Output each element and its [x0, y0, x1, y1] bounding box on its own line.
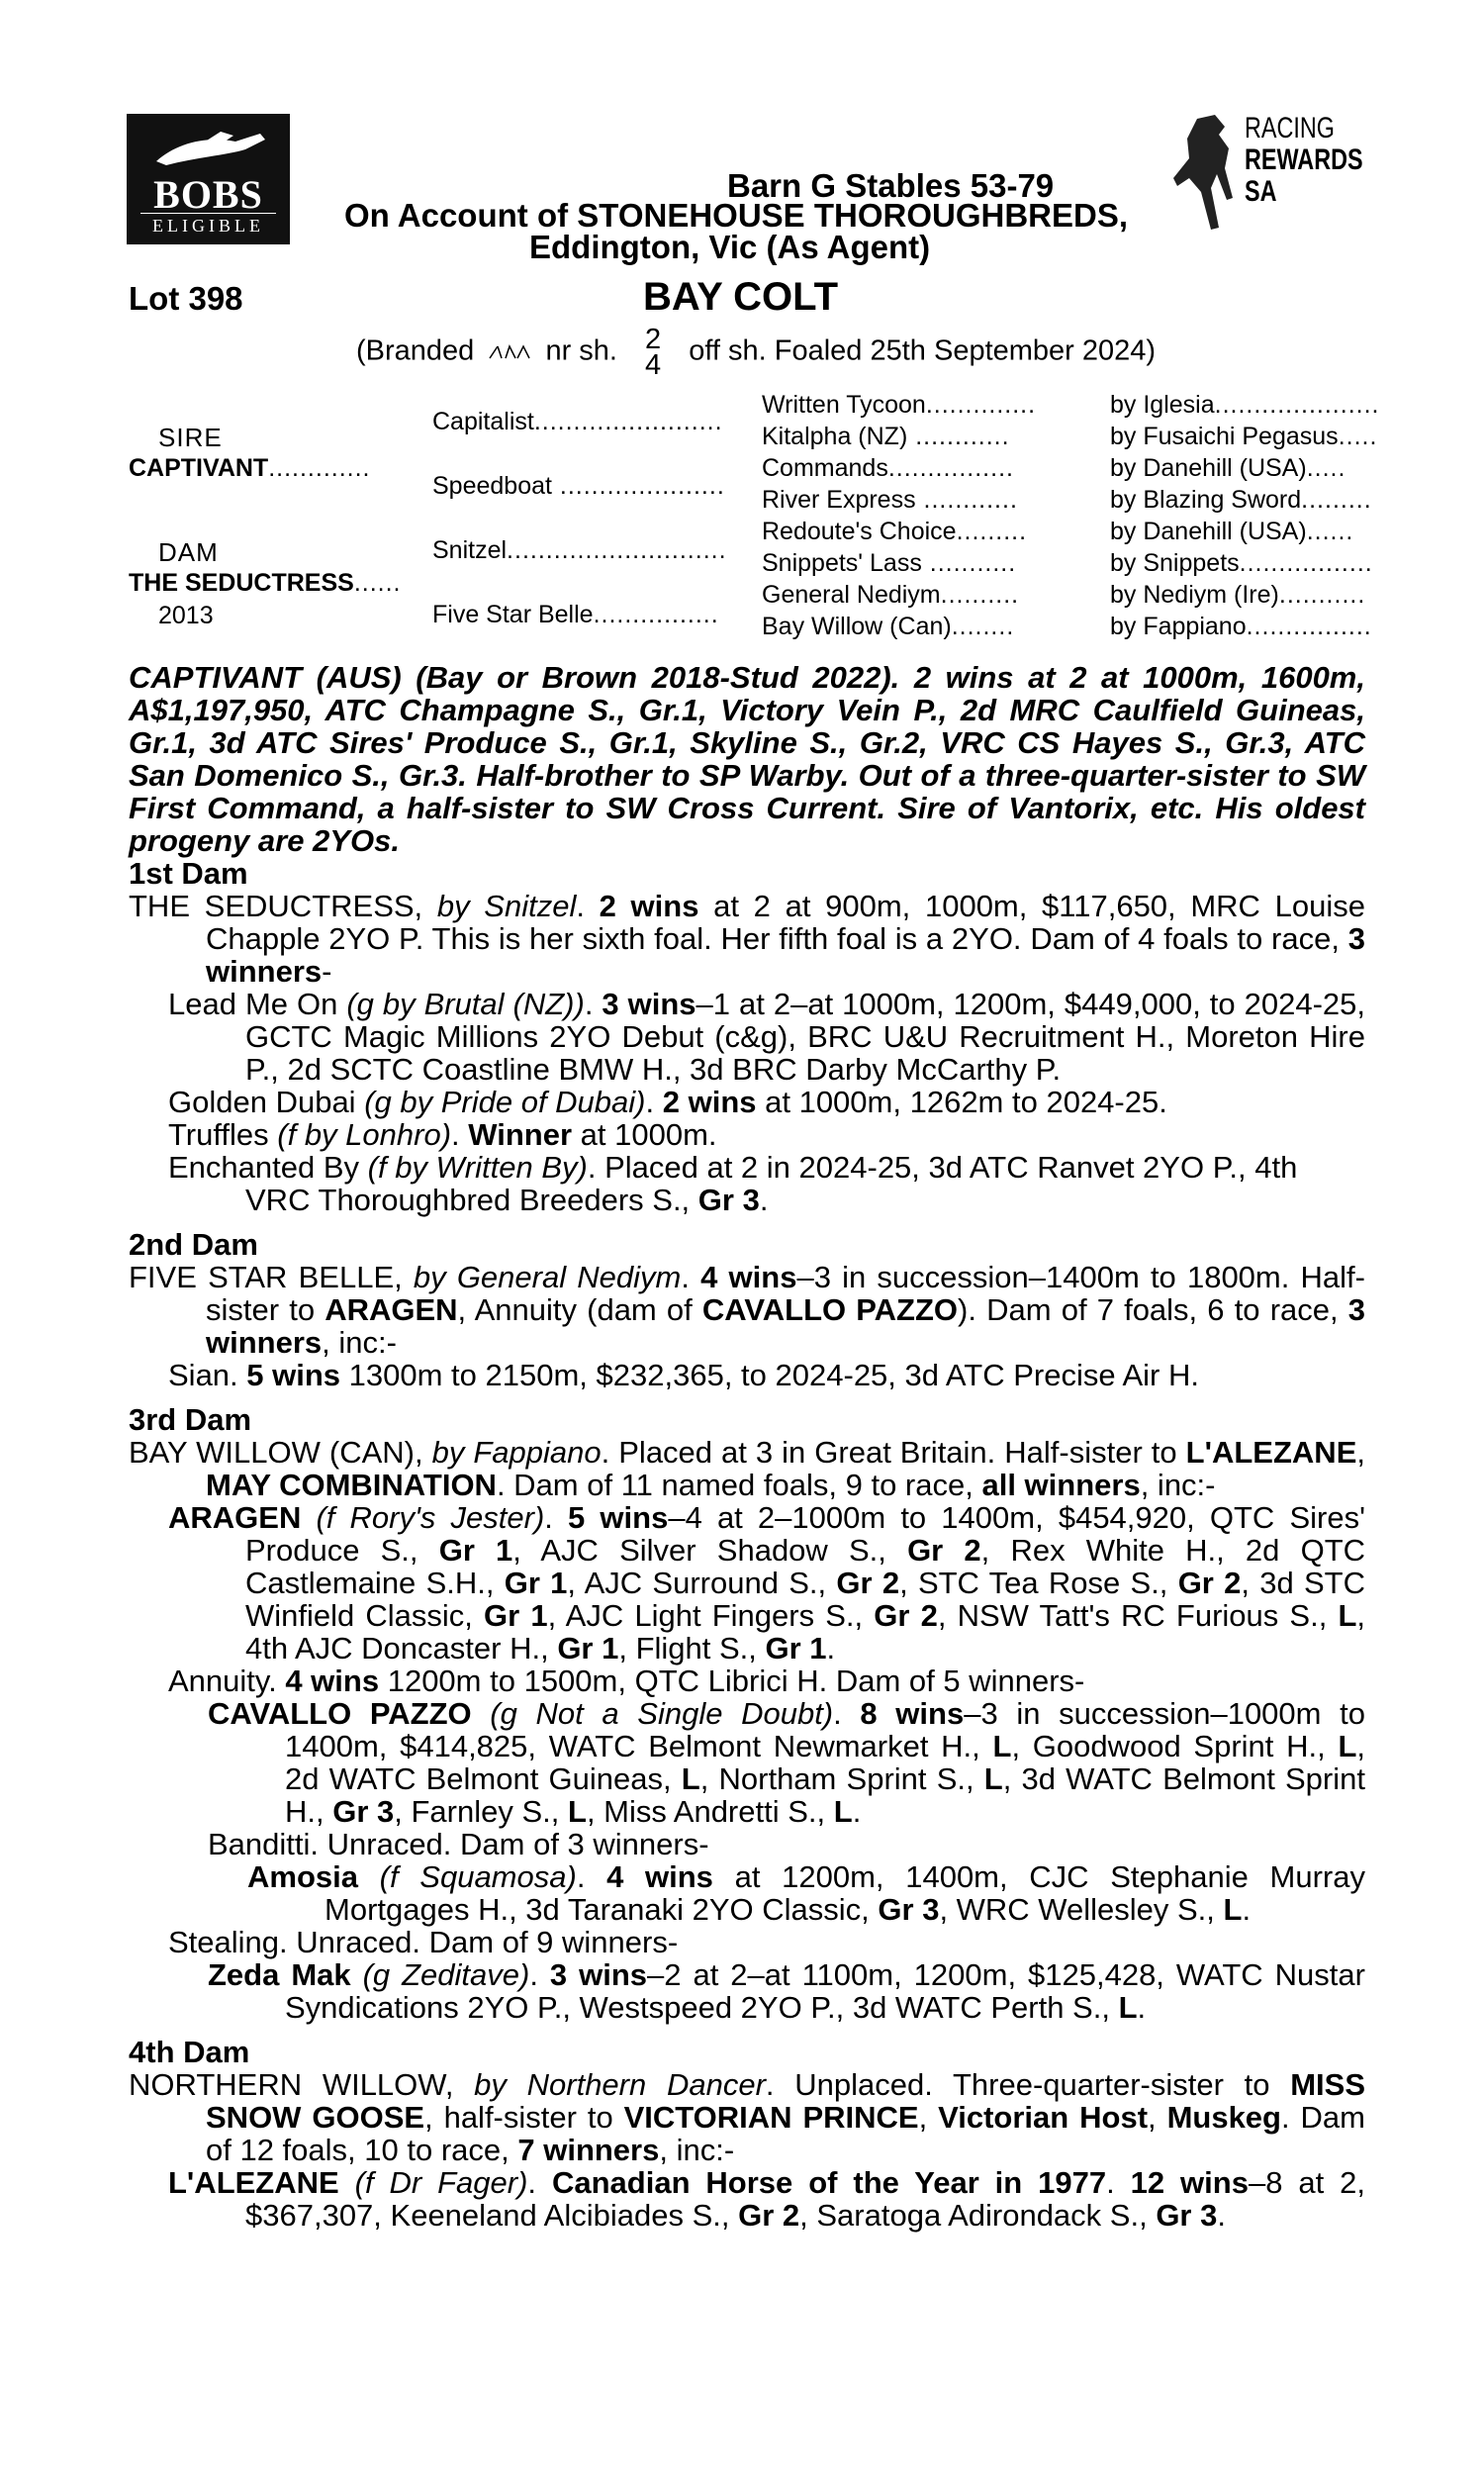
- third-dam-heading: 3rd Dam: [129, 1402, 252, 1437]
- progeny-truffles: Truffles (f by Lonhro). Winner at 1000m.: [168, 1117, 717, 1152]
- racing-logo-line2: REWARDS: [1245, 143, 1363, 176]
- progeny-enchanted-by: Enchanted By (f by Written By). Placed at 2 in 2024-25, 3d ATC Ranvet 2YO P., 4th VRC Thoroughbred Breeders S., Gr 3.: [168, 1150, 1298, 1217]
- brand-line: [356, 324, 1157, 381]
- pedigree-gen4-4: by Blazing Sword.........: [1110, 486, 1372, 514]
- pedigree-gen3-6: Snippets' Lass ...........: [762, 549, 1017, 577]
- pedigree-gen4-5: by Danehill (USA)......: [1110, 518, 1354, 545]
- sire-name: CAPTIVANT.............: [129, 454, 371, 482]
- pedigree-gen4-6: by Snippets.................: [1110, 549, 1373, 577]
- progeny-sian: Sian. 5 wins 1300m to 2150m, $232,365, to 2024-25, 3d ATC Precise Air H.: [168, 1358, 1199, 1392]
- brand-suffix: off sh. Foaled 25th September 2024): [689, 334, 1157, 367]
- progeny-stealing: Stealing. Unraced. Dam of 9 winners-: [168, 1925, 679, 1959]
- rearing-horse-icon: [1167, 109, 1247, 247]
- sire-summary-text: CAPTIVANT (AUS) (Bay or Brown 2018-Stud 2022). 2 wins at 2 at 1000m, 1600m, A$1,197,950, ATC Champagne S., Gr.1, Victory Vein P., 2d MRC Caulfield Guineas, Gr.1, 3d ATC Sires' Produce S., Gr.1, Skyline S., Gr.2, VRC CS Hayes S., Gr.3, ATC San Domenico S., Gr.3. Half-brother to SP Warby. Out of a three-quarter-sister to SW First Command, a half-sister to SW Cross Current. Sire of Vantorix, etc. His oldest progeny are 2YOs.: [129, 660, 1365, 858]
- first-dam-heading: 1st Dam: [129, 856, 248, 891]
- bobs-logo-text: BOBS: [153, 172, 263, 217]
- racing-logo-line3: SA: [1245, 175, 1277, 208]
- pedigree-gen4-3: by Danehill (USA).....: [1110, 454, 1346, 482]
- dam-foaled-year: 2013: [158, 602, 214, 629]
- dam-name: THE SEDUCTRESS......: [129, 569, 402, 597]
- bobs-eligible-logo: [127, 114, 290, 244]
- progeny-amosia: Amosia (f Squamosa). 4 wins at 1200m, 1400m, CJC Stephanie Murray Mortgages H., 3d Taranaki 2YO Classic, Gr 3, WRC Wellesley S., L.: [247, 1859, 1365, 1927]
- bobs-logo-subtext: ELIGIBLE: [152, 216, 264, 236]
- pedigree-gen3-3: Commands................: [762, 454, 1014, 482]
- pedigree-gen3-8: Bay Willow (Can)........: [762, 613, 1015, 640]
- racing-rewards-sa-logo: [1167, 109, 1365, 247]
- pedigree-gen3-4: River Express ............: [762, 486, 1018, 514]
- sire-summary: [129, 661, 1365, 857]
- first-dam-section: [129, 857, 1365, 2232]
- progeny-cavallo-pazzo: CAVALLO PAZZO (g Not a Single Doubt). 8 wins–3 in succession–1000m to 1400m, $414,825, WATC Belmont Newmarket H., L, Goodwood Sprint H., L, 2d WATC Belmont Guineas, L, Northam Sprint S., L, 3d WATC Belmont Sprint H., Gr 3, Farnley S., L, Miss Andretti S., L.: [208, 1696, 1366, 1829]
- sire-label: SIRE: [158, 423, 223, 452]
- brand-prefix: (Branded: [356, 334, 475, 367]
- brand-denominator: 4: [645, 349, 662, 381]
- second-dam-text: FIVE STAR BELLE, by General Nediym. 4 wins–3 in succession–1400m to 1800m. Half-sister to ARAGEN, Annuity (dam of CAVALLO PAZZO). Dam of 7 foals, 6 to race, 3 winners, inc:-: [129, 1260, 1365, 1360]
- pedigree-gen3-7: General Nediym..........: [762, 581, 1020, 609]
- horse-description: BAY COLT: [643, 275, 839, 319]
- pedigree-gen4-1: by Iglesia.....................: [1110, 391, 1380, 419]
- dam-label: DAM: [158, 537, 219, 567]
- progeny-lead-me-on: Lead Me On (g by Brutal (NZ)). 3 wins–1 at 2–at 1000m, 1200m, $449,000, to 2024-25, GCTC Magic Millions 2YO Debut (c&g), BRC U&U Recruitment H., Moreton Hire P., 2d SCTC Coastline BMW H., 3d BRC Darby McCarthy P.: [168, 987, 1365, 1087]
- pedigree-gen4-8: by Fappiano................: [1110, 613, 1372, 640]
- fourth-dam-heading: 4th Dam: [129, 2035, 250, 2069]
- progeny-banditti: Banditti. Unraced. Dam of 3 winners-: [208, 1827, 709, 1861]
- pedigree-gen4-2: by Fusaichi Pegasus.....: [1110, 423, 1378, 450]
- second-dam-heading: 2nd Dam: [129, 1227, 258, 1262]
- progeny-golden-dubai: Golden Dubai (g by Pride of Dubai). 2 wins at 1000m, 1262m to 2024-25.: [168, 1085, 1167, 1119]
- brand-mark-icon: [488, 342, 531, 362]
- brand-nr: nr sh.: [545, 334, 617, 367]
- pedigree-gen2-3: Snitzel............................: [432, 536, 727, 564]
- pedigree-gen3-2: Kitalpha (NZ) ............: [762, 423, 1010, 450]
- pedigree-gen2-2: Speedboat .....................: [432, 472, 725, 500]
- lot-number: Lot 398: [129, 280, 243, 317]
- barn-location: Barn G Stables 53-79: [727, 167, 1055, 204]
- progeny-lalezane: L'ALEZANE (f Dr Fager). Canadian Horse of the Year in 1977. 12 wins–8 at 2, $367,307, Keeneland Alcibiades S., Gr 2, Saratoga Adirondack S., Gr 3.: [168, 2165, 1365, 2233]
- progeny-annuity: Annuity. 4 wins 1200m to 1500m, QTC Librici H. Dam of 5 winners-: [168, 1664, 1085, 1698]
- pedigree-gen2-1: Capitalist........................: [432, 408, 723, 435]
- pedigree-gen3-5: Redoute's Choice.........: [762, 518, 1028, 545]
- vendor-location: Eddington, Vic (As Agent): [529, 229, 931, 265]
- brand-numerator: 2: [645, 324, 662, 355]
- third-dam-text: BAY WILLOW (CAN), by Fappiano. Placed at 3 in Great Britain. Half-sister to L'ALEZANE, MAY COMBINATION. Dam of 11 named foals, 9 to race, all winners, inc:-: [129, 1435, 1365, 1502]
- vendor-account: On Account of STONEHOUSE THOROUGHBREDS,: [344, 197, 1129, 234]
- racing-logo-line1: RACING: [1245, 112, 1336, 144]
- progeny-zeda-mak: Zeda Mak (g Zeditave). 3 wins–2 at 2–at 1100m, 1200m, $125,428, WATC Nustar Syndications 2YO P., Westspeed 2YO P., 3d WATC Perth S., L.: [208, 1957, 1365, 2025]
- first-dam-text: THE SEDUCTRESS, by Snitzel. 2 wins at 2 at 900m, 1000m, $117,650, MRC Louise Chapple 2YO P. This is her sixth foal. Her fifth foal is a 2YO. Dam of 4 foals to race, 3 winners-: [129, 889, 1365, 989]
- pedigree-gen4-7: by Nediym (Ire)...........: [1110, 581, 1366, 609]
- pedigree-gen3-1: Written Tycoon..............: [762, 391, 1037, 419]
- fourth-dam-text: NORTHERN WILLOW, by Northern Dancer. Unplaced. Three-quarter-sister to MISS SNOW GOOSE, half-sister to VICTORIAN PRINCE, Victorian Host, Muskeg. Dam of 12 foals, 10 to race, 7 winners, inc:-: [129, 2067, 1365, 2167]
- progeny-aragen: ARAGEN (f Rory's Jester). 5 wins–4 at 2–1000m to 1400m, $454,920, QTC Sires' Produce S., Gr 1, AJC Silver Shadow S., Gr 2, Rex White H., 2d QTC Castlemaine S.H., Gr 1, AJC Surround S., Gr 2, STC Tea Rose S., Gr 2, 3d STC Winfield Classic, Gr 1, AJC Light Fingers S., Gr 2, NSW Tatt's RC Furious S., L, 4th AJC Doncaster H., Gr 1, Flight S., Gr 1.: [168, 1500, 1366, 1665]
- brand-fraction: [645, 324, 662, 381]
- horse-jockey-icon: [127, 114, 290, 173]
- pedigree-gen2-4: Five Star Belle................: [432, 601, 719, 628]
